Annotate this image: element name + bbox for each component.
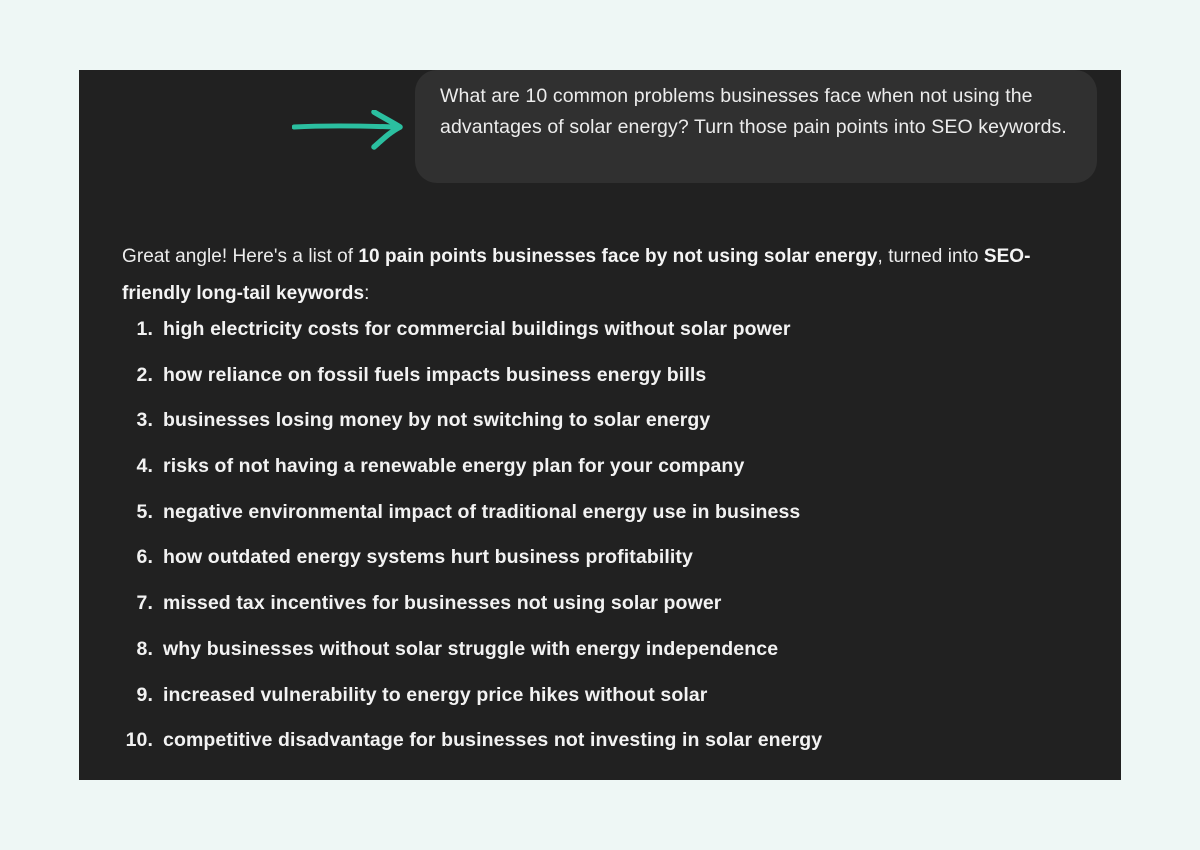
list-item-number: 5. <box>136 500 153 523</box>
intro-bold-seo: SEO-friendly long-tail keywords <box>122 246 1031 304</box>
user-message-bubble <box>415 70 1097 183</box>
list-item-text: high electricity costs for commercial buildings without solar power <box>163 318 791 340</box>
user-message-text: What are 10 common problems businesses face when not using the advantages of solar energy? Turn those pain points into SEO keywords. <box>440 85 1067 138</box>
list-item <box>122 409 1092 455</box>
list-item <box>122 546 1092 592</box>
list-item <box>122 684 1092 730</box>
intro-middle: , turned into <box>877 246 984 267</box>
list-item <box>122 501 1092 547</box>
list-item-number: 6. <box>136 546 153 569</box>
intro-bold-pain-points: 10 pain points businesses face by not using solar energy <box>358 246 878 267</box>
chat-panel <box>79 70 1121 780</box>
list-item-number: 3. <box>136 409 153 432</box>
list-item-number: 4. <box>136 455 153 478</box>
list-item <box>122 364 1092 410</box>
list-item-text: how reliance on fossil fuels impacts business energy bills <box>163 363 707 386</box>
list-item-text: negative environmental impact of traditional energy use in business <box>163 500 801 523</box>
list-item-text: why businesses without solar struggle with energy independence <box>163 637 779 660</box>
assistant-intro <box>122 238 1092 312</box>
list-item-number: 9. <box>136 683 153 706</box>
keyword-list <box>122 318 1092 775</box>
list-item <box>122 638 1092 684</box>
list-item <box>122 592 1092 638</box>
list-item-text: risks of not having a renewable energy plan for your company <box>163 455 745 478</box>
list-item <box>122 455 1092 501</box>
list-item-number: 1. <box>136 318 153 340</box>
intro-suffix: : <box>364 283 370 304</box>
list-item-text: businesses losing money by not switching to solar energy <box>163 409 711 432</box>
right-arrow-icon <box>292 110 407 150</box>
list-item <box>122 729 1092 775</box>
list-item-text: competitive disadvantage for businesses not investing in solar energy <box>163 729 823 752</box>
list-item-text: increased vulnerability to energy price hikes without solar <box>163 683 708 706</box>
list-item-text: missed tax incentives for businesses not using solar power <box>163 592 722 615</box>
assistant-message <box>122 238 1092 775</box>
list-item-number: 8. <box>136 637 153 660</box>
intro-prefix: Great angle! Here's a list of <box>122 246 359 267</box>
list-item-number: 2. <box>136 363 153 386</box>
list-item <box>122 318 1092 364</box>
list-item-number: 10. <box>125 729 153 752</box>
list-item-text: how outdated energy systems hurt business profitability <box>163 546 693 569</box>
list-item-number: 7. <box>136 592 153 615</box>
